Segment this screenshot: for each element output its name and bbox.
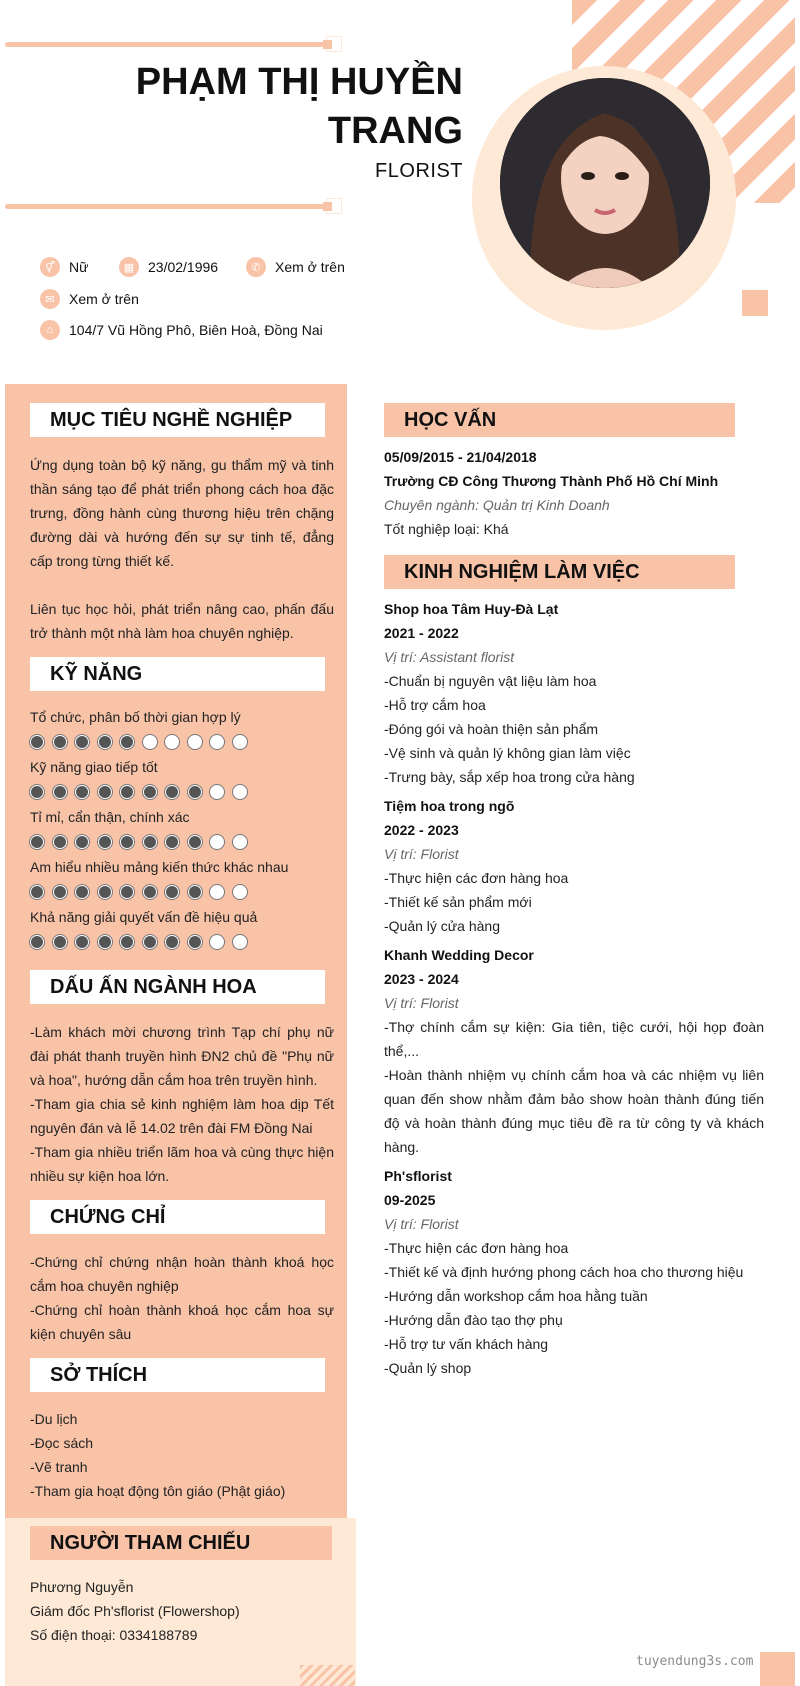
rating-dot [75, 935, 89, 949]
rating-dot [210, 735, 224, 749]
job-task: -Thực hiện các đơn hàng hoa [384, 1240, 569, 1256]
rating-dot [120, 835, 134, 849]
rating-dot [233, 885, 247, 899]
rating-dot [165, 735, 179, 749]
certificate-item: -Chứng chỉ chứng nhận hoàn thành khoá học cắm hoa chuyên nghiệp [30, 1254, 334, 1294]
job-role: Vị trí: Florist [384, 846, 459, 862]
rating-dot [30, 735, 44, 749]
certificate-item: -Chứng chỉ hoàn thành khoá học cắm hoa sự kiện chuyên sâu [30, 1302, 334, 1342]
rating-dot [188, 735, 202, 749]
contact-address [40, 320, 323, 340]
reference-heading: NGƯỜI THAM CHIẾU [30, 1526, 332, 1560]
rating-dot [165, 835, 179, 849]
rating-dot [233, 785, 247, 799]
skill-rating [30, 885, 247, 899]
rating-dot [210, 885, 224, 899]
skill-label: Khả năng giải quyết vấn đề hiệu quả [30, 909, 258, 925]
job-task: -Đóng gói và hoàn thiện sản phẩm [384, 721, 599, 737]
gender-value: Nữ [69, 259, 89, 275]
job-task: -Hỗ trợ cắm hoa [384, 697, 486, 713]
job-task: -Trưng bày, sắp xếp hoa trong cửa hàng [384, 769, 635, 785]
rating-dot [210, 935, 224, 949]
flower-mark-item: -Làm khách mời chương trình Tạp chí phụ nữ đài phát thanh truyền hình ĐN2 chủ đề "Phụ nữ và hoa", hướng dẫn cắm hoa trên truyền hình. [30, 1024, 334, 1088]
rating-dot [120, 885, 134, 899]
job-role: Vị trí: Assistant florist [384, 649, 515, 665]
avatar [500, 78, 710, 288]
job-period: 2021 - 2022 [384, 625, 459, 641]
rating-dot [120, 935, 134, 949]
rating-dot [233, 835, 247, 849]
job-task: -Vệ sinh và quản lý không gian làm việc [384, 745, 631, 761]
job-task: -Thực hiện các đơn hàng hoa [384, 870, 569, 886]
rating-dot [53, 785, 67, 799]
rating-dot [188, 835, 202, 849]
hobbies-text [30, 1407, 334, 1503]
rating-dot [143, 835, 157, 849]
certificates-text [30, 1250, 334, 1346]
bottom-divider-line [5, 204, 330, 209]
skill-rating [30, 835, 247, 849]
job-period: 2022 - 2023 [384, 822, 459, 838]
education-school: Trường CĐ Công Thương Thành Phố Hồ Chí Minh [384, 473, 719, 489]
calendar-icon: ▦ [119, 257, 139, 277]
hobby-item: -Đọc sách [30, 1435, 94, 1451]
rating-dot [75, 885, 89, 899]
rating-dot [188, 785, 202, 799]
rating-dot [30, 935, 44, 949]
education-heading: HỌC VẤN [384, 403, 735, 437]
skill-label: Tỉ mỉ, cẩn thận, chính xác [30, 809, 190, 825]
contact-birthday [119, 257, 218, 277]
rating-dot [30, 885, 44, 899]
job-role: Vị trí: Florist [384, 995, 459, 1011]
rating-dot [98, 735, 112, 749]
job-task: -Hướng dẫn workshop cắm hoa hằng tuần [384, 1288, 648, 1304]
job-task: -Thiết kế và định hướng phong cách hoa cho thương hiệu [384, 1264, 744, 1280]
address-value: 104/7 Vũ Hồng Phô, Biên Hoà, Đồng Nai [69, 322, 323, 338]
job-company: Shop hoa Tâm Huy-Đà Lạt [384, 601, 559, 617]
rating-dot [120, 785, 134, 799]
job-company: Ph'sflorist [384, 1168, 452, 1184]
rating-dot [188, 885, 202, 899]
rating-dot [233, 735, 247, 749]
flower-mark-item: -Tham gia nhiều triển lãm hoa và cùng thực hiện nhiều sự kiện hoa lớn. [30, 1144, 334, 1184]
rating-dot [98, 885, 112, 899]
rating-dot [165, 935, 179, 949]
education-dates: 05/09/2015 - 21/04/2018 [384, 449, 537, 465]
rating-dot [165, 885, 179, 899]
reference-text [30, 1575, 334, 1647]
skill-rating [30, 735, 247, 749]
watermark: tuyendung3s.com [636, 1654, 754, 1669]
flower-mark-item: -Tham gia chia sẻ kinh nghiệm làm hoa dịp Tết nguyên đán và lễ 14.02 trên đài FM Đồng Nai [30, 1096, 334, 1136]
skill-label: Tổ chức, phân bố thời gian hợp lý [30, 709, 241, 725]
rating-dot [188, 935, 202, 949]
square-decoration [742, 290, 768, 316]
hobby-item: -Du lịch [30, 1411, 78, 1427]
experience-block [384, 597, 764, 1380]
email-value: Xem ở trên [69, 291, 139, 307]
objective-paragraph-2: Liên tục học hỏi, phát triển nâng cao, phấn đấu trở thành một nhà làm hoa chuyên nghiệp. [30, 601, 334, 641]
rating-dot [75, 835, 89, 849]
rating-dot [143, 785, 157, 799]
hatch-decoration [300, 1665, 355, 1686]
rating-dot [53, 935, 67, 949]
contact-email [40, 289, 139, 309]
hobby-item: -Vẽ tranh [30, 1459, 88, 1475]
rating-dot [53, 735, 67, 749]
job-task: -Thiết kế sản phẩm mới [384, 894, 532, 910]
job-period: 2023 - 2024 [384, 971, 459, 987]
hobby-item: -Tham gia hoạt động tôn giáo (Phật giáo) [30, 1483, 286, 1499]
rating-dot [210, 785, 224, 799]
skill-label: Am hiểu nhiều mảng kiến thức khác nhau [30, 859, 289, 875]
skill-label: Kỹ năng giao tiếp tốt [30, 759, 158, 775]
job-task: -Chuẩn bị nguyên vật liệu làm hoa [384, 673, 597, 689]
flower-mark-text [30, 1020, 334, 1188]
hobbies-heading: SỞ THÍCH [30, 1358, 325, 1392]
contact-phone [246, 257, 345, 277]
job-company: Khanh Wedding Decor [384, 947, 534, 963]
rating-dot [75, 785, 89, 799]
rating-dot [53, 835, 67, 849]
rating-dot [143, 735, 157, 749]
rating-dot [165, 785, 179, 799]
rating-dot [210, 835, 224, 849]
gender-icon: ⚥ [40, 257, 60, 277]
rating-dot [98, 935, 112, 949]
skill-rating [30, 785, 247, 799]
job-task: -Hỗ trợ tư vấn khách hàng [384, 1336, 549, 1352]
skill-rating [30, 935, 247, 949]
rating-dot [233, 935, 247, 949]
education-block [384, 445, 764, 541]
email-icon: ✉ [40, 289, 60, 309]
rating-dot [143, 885, 157, 899]
rating-dot [53, 885, 67, 899]
skills-heading: KỸ NĂNG [30, 657, 325, 691]
contact-gender [40, 257, 88, 277]
rating-dot [98, 835, 112, 849]
rating-dot [30, 785, 44, 799]
reference-name: Phương Nguyễn [30, 1579, 134, 1595]
phone-icon: ✆ [246, 257, 266, 277]
rating-dot [120, 735, 134, 749]
job-task: -Hướng dẫn đào tạo thợ phụ [384, 1312, 563, 1328]
job-role: Vị trí: Florist [384, 1216, 459, 1232]
phone-value: Xem ở trên [275, 259, 345, 275]
reference-phone: Số điện thoại: 0334188789 [30, 1627, 198, 1643]
rating-dot [98, 785, 112, 799]
rating-dot [30, 835, 44, 849]
education-major: Chuyên ngành: Quản trị Kinh Doanh [384, 497, 610, 513]
top-divider-line [5, 42, 330, 47]
objective-heading: MỤC TIÊU NGHỀ NGHIỆP [30, 403, 325, 437]
job-task: -Hoàn thành nhiệm vụ chính cắm hoa và các nhiệm vụ liên quan đến show nhằm đảm bảo show hoàn thành đúng tiến độ và hoàn thành đúng mục tiêu đề ra từ công ty và khách hàng. [384, 1067, 764, 1155]
job-company: Tiệm hoa trong ngõ [384, 798, 515, 814]
job-task: -Quản lý shop [384, 1360, 472, 1376]
reference-position: Giám đốc Ph'sflorist (Flowershop) [30, 1603, 240, 1619]
experience-heading: KINH NGHIỆM LÀM VIỆC [384, 555, 735, 589]
flower-mark-heading: DẤU ẤN NGÀNH HOA [30, 970, 325, 1004]
job-period: 09-2025 [384, 1192, 436, 1208]
rating-dot [75, 735, 89, 749]
education-grade: Tốt nghiệp loại: Khá [384, 521, 509, 537]
rating-dot [143, 935, 157, 949]
home-icon: ⌂ [40, 320, 60, 340]
job-task: -Quản lý cửa hàng [384, 918, 500, 934]
job-task: -Thợ chính cắm sự kiện: Gia tiên, tiệc cưới, hội họp đoàn thể,... [384, 1019, 764, 1059]
objective-paragraph-1: Ứng dụng toàn bộ kỹ năng, gu thẩm mỹ và tinh thần sáng tạo để phát triển phong cách hoa đặc trưng, đồng hành cùng thương hiệu trên chặng đường dài và hướng đến sự sự tinh tế, đẳng cấp trong từng thiết kế. [30, 457, 334, 569]
certificates-heading: CHỨNG CHỈ [30, 1200, 325, 1234]
objective-text [30, 453, 334, 645]
corner-square-decoration [760, 1652, 795, 1686]
birthday-value: 23/02/1996 [148, 259, 219, 275]
candidate-name: PHẠM THỊ HUYỀN TRANG [135, 61, 463, 152]
job-title: FLORIST [375, 160, 463, 182]
